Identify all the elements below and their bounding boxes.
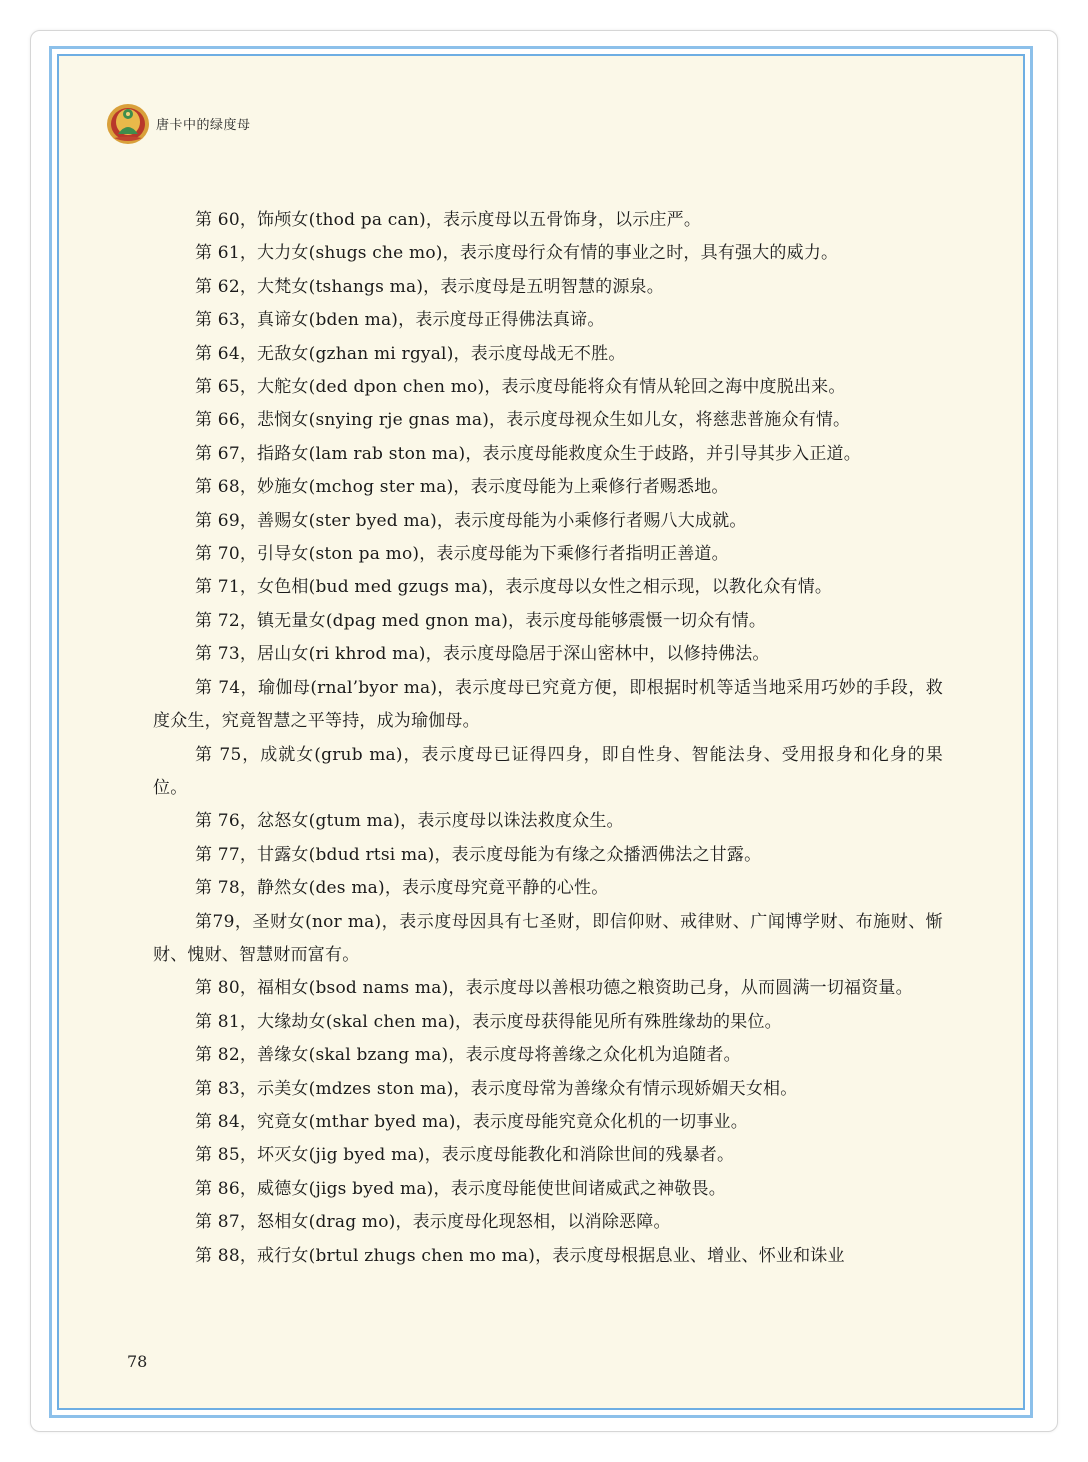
paragraph: 第 68，妙施女(mchog ster ma)，表示度母能为上乘修行者赐悉地。 xyxy=(195,477,729,498)
paragraph: 第 81，大缘劫女(skal chen ma)，表示度母获得能见所有殊胜缘劫的果位。 xyxy=(195,1011,782,1032)
paragraph: 第 67，指路女(lam rab ston ma)，表示度母能救度众生于歧路，并引导其步入正道。 xyxy=(195,443,861,464)
paragraph: 第 71，女色相(bud med gzugs ma)，表示度母以女性之相示现，以教化众有情。 xyxy=(195,577,833,598)
paragraph: 第 86，威德女(jigs byed ma)，表示度母能使世间诸威武之神敬畏。 xyxy=(195,1178,726,1199)
paragraph: 第 72，镇无量女(dpag med gnon ma)，表示度母能够震慑一切众有情。 xyxy=(195,610,767,631)
paragraph: 第 84，究竟女(mthar byed ma)，表示度母能究竟众化机的一切事业。 xyxy=(195,1111,748,1132)
running-header xyxy=(105,98,251,148)
paragraph: 第 65，大舵女(ded dpon chen mo)，表示度母能将众有情从轮回之海中度脱出来。 xyxy=(195,377,846,398)
paragraph: 第 87，怒相女(drag mo)，表示度母化现怒相，以消除恶障。 xyxy=(195,1212,671,1233)
header-title: 唐卡中的绿度母 xyxy=(156,117,251,133)
paragraph: 第 62，大梵女(tshangs ma)，表示度母是五明智慧的源泉。 xyxy=(195,276,664,297)
paragraph: 第 77，甘露女(bdud rtsi ma)，表示度母能为有缘之众播洒佛法之甘露。 xyxy=(195,844,762,865)
paragraph: 第 76，忿怒女(gtum ma)，表示度母以诛法救度众生。 xyxy=(195,811,624,832)
paragraph: 第 64，无敌女(gzhan mi rgyal)，表示度母战无不胜。 xyxy=(195,343,626,364)
paragraph: 第 82，善缘女(skal bzang ma)，表示度母将善缘之众化机为追随者。 xyxy=(195,1045,741,1066)
paragraph: 第 74，瑜伽母(rnal’byor ma)，表示度母已究竟方便，即根据时机等适当地采用巧妙的手段，救度众生，究竟智慧之平等持，成为瑜伽母。 xyxy=(153,677,943,732)
paragraph: 第 70，引导女(ston pa mo)，表示度母能为下乘修行者指明正善道。 xyxy=(195,544,729,565)
paragraph: 第 61，大力女(shugs che mo)，表示度母行众有情的事业之时，具有强大的威力。 xyxy=(195,243,839,264)
paragraph: 第 60，饰颅女(thod pa can)，表示度母以五骨饰身，以示庄严。 xyxy=(195,210,702,230)
paragraph: 第 66，悲悯女(snying rje gnas ma)，表示度母视众生如儿女，将慈悲普施众有情。 xyxy=(195,410,851,431)
paragraph: 第 69，善赐女(ster byed ma)，表示度母能为小乘修行者赐八大成就。 xyxy=(195,510,747,531)
page-frame xyxy=(49,46,1033,1418)
paragraph: 第 85，坏灭女(jig byed ma)，表示度母能教化和消除世间的残暴者。 xyxy=(195,1145,735,1166)
paragraph: 第79，圣财女(nor ma)，表示度母因具有七圣财，即信仰财、戒律财、广闻博学财、布施财、惭财、愧财、智慧财而富有。 xyxy=(153,911,943,965)
page-content xyxy=(57,54,1025,1410)
deity-emblem-icon xyxy=(105,100,151,146)
paragraph: 第 80，福相女(bsod nams ma)，表示度母以善根功德之粮资助己身，从而圆满一切福资量。 xyxy=(195,978,913,999)
paragraph: 第 63，真谛女(bden ma)，表示度母正得佛法真谛。 xyxy=(195,310,605,331)
body-text xyxy=(153,204,943,1273)
paragraph: 第 78，静然女(des ma)，表示度母究竟平静的心性。 xyxy=(195,878,609,899)
paragraph: 第 83，示美女(mdzes ston ma)，表示度母常为善缘众有情示现娇媚天女相。 xyxy=(195,1078,798,1099)
page-number: 78 xyxy=(127,1352,148,1371)
paragraph: 第 75，成就女(grub ma)，表示度母已证得四身，即自性身、智能法身、受用报身和化身的果位。 xyxy=(153,744,943,798)
paragraph: 第 73，居山女(ri khrod ma)，表示度母隐居于深山密林中，以修持佛法。 xyxy=(195,644,770,665)
paragraph: 第 88，戒行女(brtul zhugs chen mo ma)，表示度母根据息业、增业、怀业和诛业 xyxy=(195,1245,845,1266)
